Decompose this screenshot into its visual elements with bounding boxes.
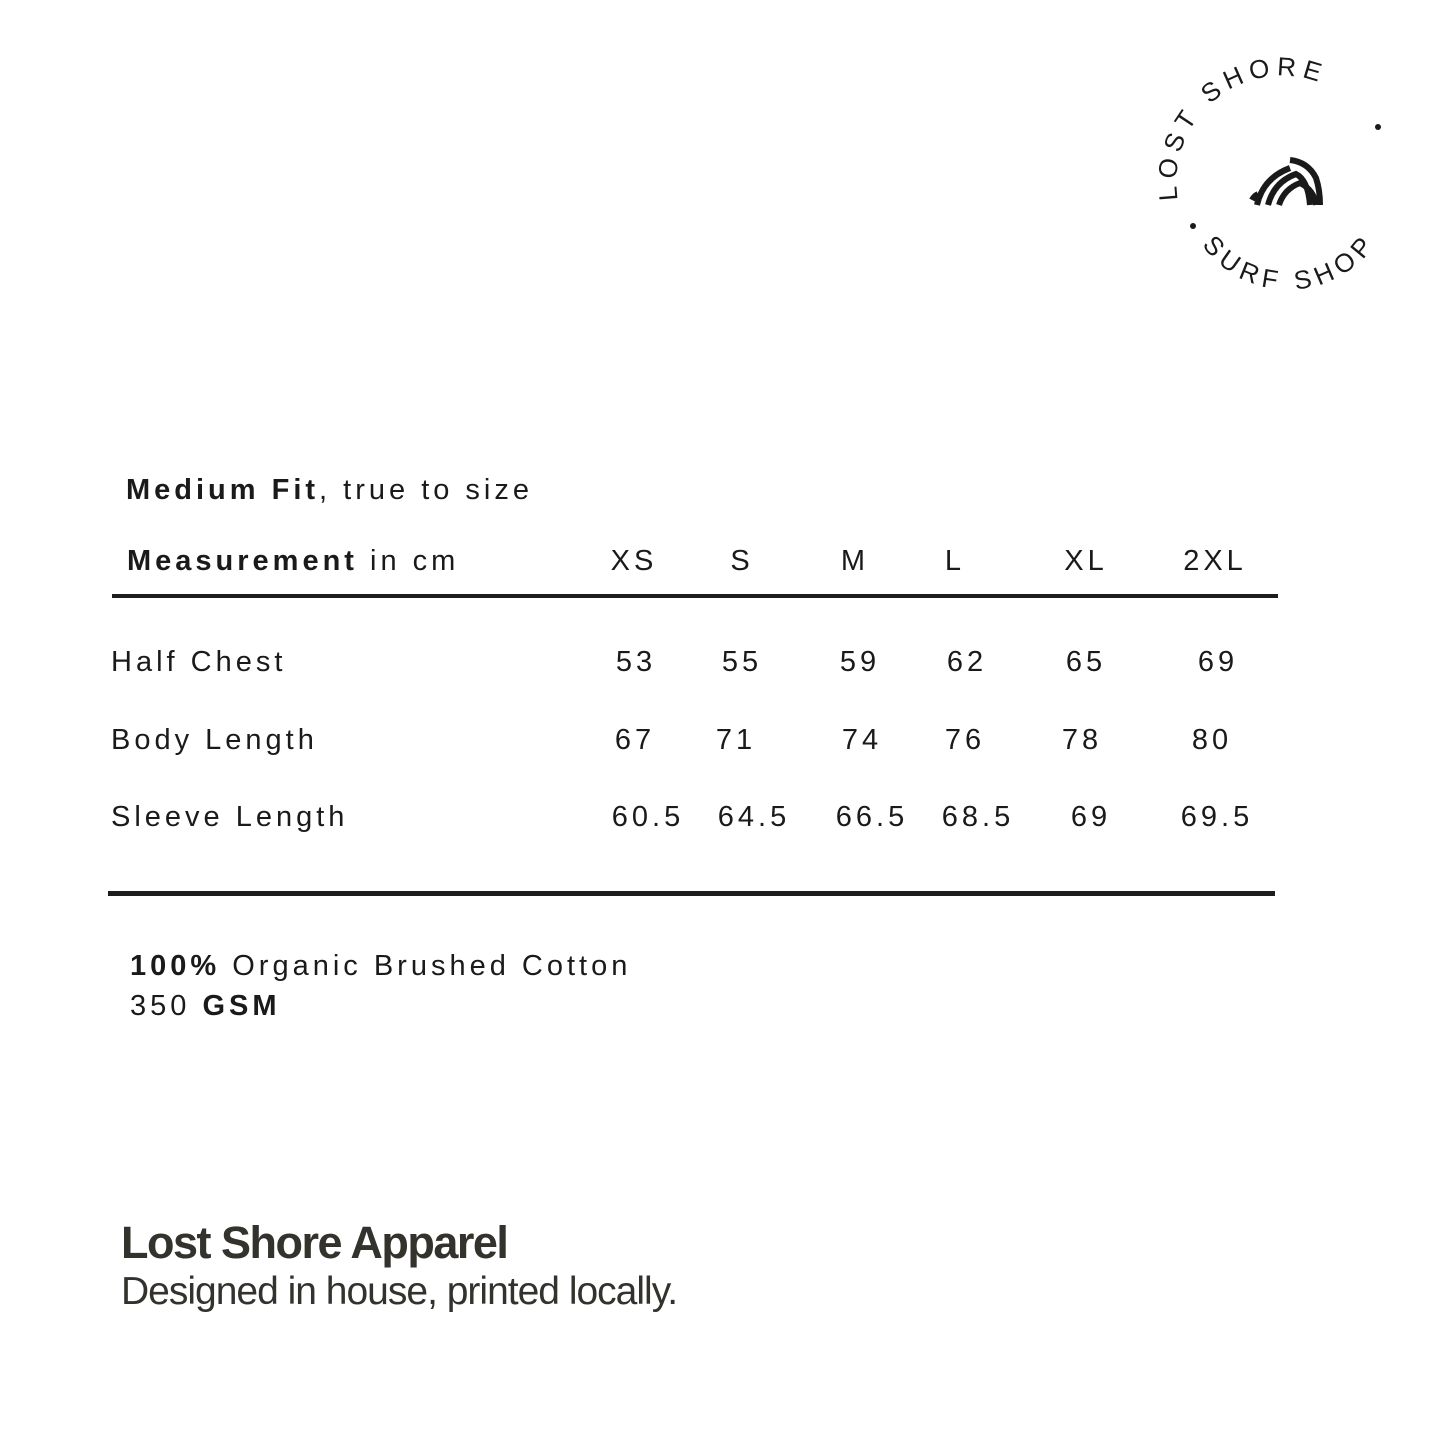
- table-bottom-divider: [108, 891, 1275, 896]
- table-row: [0, 724, 1445, 764]
- logo-dot-right: [1375, 124, 1381, 130]
- logo-dot-left: [1190, 223, 1196, 229]
- logo-bottom-text: SURF SHOP: [1196, 226, 1383, 296]
- weight-line: [130, 986, 631, 1026]
- size-header-2xl: 2XL: [1183, 545, 1247, 577]
- cell-value: 67: [614, 724, 656, 756]
- table-row: [0, 646, 1445, 686]
- fabric-line: [130, 946, 631, 986]
- measurement-unit: in cm: [357, 545, 460, 577]
- cell-value: 69.5: [1180, 801, 1254, 833]
- cell-value: 78: [1061, 724, 1103, 756]
- cell-value: 69: [1070, 801, 1112, 833]
- measurement-header-bold: Measurement: [127, 545, 358, 577]
- fit-note: , true to size: [319, 474, 534, 506]
- brand-logo: [1150, 50, 1410, 310]
- row-label-body-length: Body Length: [111, 724, 318, 756]
- cell-value: 55: [721, 646, 763, 678]
- cell-value: 76: [944, 724, 986, 756]
- size-header-xs: XS: [610, 545, 658, 577]
- cell-value: 60.5: [611, 801, 685, 833]
- cell-value: 59: [839, 646, 881, 678]
- weight-unit: GSM: [202, 990, 281, 1022]
- cell-value: 69: [1197, 646, 1239, 678]
- size-table-header: [0, 545, 1445, 585]
- size-header-l: L: [944, 545, 966, 577]
- weight-value: 350: [130, 990, 203, 1022]
- cell-value: 65: [1065, 646, 1107, 678]
- fit-description: [126, 474, 533, 507]
- cell-value: 68.5: [941, 801, 1015, 833]
- cell-value: 64.5: [717, 801, 791, 833]
- material-info: [130, 946, 631, 1026]
- wave-hill-icon: [1252, 160, 1320, 205]
- cell-value: 74: [841, 724, 883, 756]
- cell-value: 80: [1191, 724, 1233, 756]
- size-header-m: M: [840, 545, 870, 577]
- cell-value: 62: [946, 646, 988, 678]
- cell-value: 66.5: [835, 801, 909, 833]
- row-label-half-chest: Half Chest: [111, 646, 287, 678]
- size-header-xl: XL: [1064, 545, 1108, 577]
- fabric-name: Organic Brushed Cotton: [220, 950, 632, 982]
- logo-top-text: LOST SHORE: [1151, 51, 1331, 203]
- cell-value: 71: [715, 724, 757, 756]
- table-row: [0, 801, 1445, 841]
- size-header-s: S: [730, 545, 754, 577]
- header-divider: [112, 594, 1278, 598]
- fit-type: Medium Fit: [126, 474, 320, 506]
- measurement-header: [127, 545, 459, 578]
- brand-name: Lost Shore Apparel: [121, 1217, 508, 1268]
- cell-value: 53: [615, 646, 657, 678]
- logo-badge: [1150, 50, 1410, 310]
- row-label-sleeve-length: Sleeve Length: [111, 801, 349, 833]
- brand-tagline: Designed in house, printed locally.: [121, 1270, 678, 1313]
- fabric-percent: 100%: [130, 950, 221, 982]
